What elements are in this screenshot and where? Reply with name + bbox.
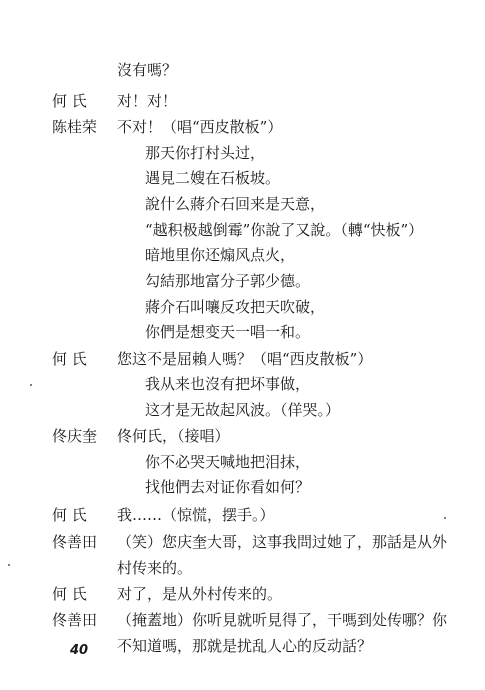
- script-line: [0, 582, 485, 606]
- script-line: [0, 398, 485, 422]
- line-text: （笑）您庆奎大哥，这事我問过她了，那話是从外: [117, 533, 448, 551]
- scan-speck: [8, 564, 10, 566]
- script-line: [0, 218, 485, 242]
- line-text: 对！对！: [117, 92, 178, 110]
- verse-text: 蔣介石叫嚷反攻把天吹破，: [145, 298, 326, 316]
- script-line: [0, 372, 485, 396]
- verse-text: 說什么蔣介石回来是天意，: [145, 195, 326, 213]
- speaker-name: 佟庆奎: [52, 427, 98, 445]
- script-line: [0, 295, 485, 319]
- script-line: [0, 475, 485, 499]
- script-line: [0, 89, 485, 113]
- verse-text: “越积极越倒霉”你說了又說。（轉“快板”）: [145, 221, 424, 239]
- script-line: [0, 269, 485, 293]
- speaker-name: 佟善田: [52, 533, 98, 551]
- verse-text: 那天你打村头过，: [145, 144, 266, 162]
- script-line: [0, 320, 485, 344]
- script-line: [0, 141, 485, 165]
- script-line: [0, 243, 485, 267]
- script-line: [0, 347, 485, 371]
- verse-text: 暗地里你还煽风点火，: [145, 246, 296, 264]
- verse-text: 你不必哭天喊地把泪抹，: [145, 453, 311, 471]
- script-line: [0, 192, 485, 216]
- speaker-name: 何 氏: [52, 92, 87, 110]
- line-text: 不对！（唱“西皮散板”）: [117, 118, 283, 136]
- scan-speck: [30, 384, 32, 386]
- line-text: （掩蓋地）你听見就听見得了，干嗎到处传哪？你: [117, 611, 448, 629]
- script-line: [0, 58, 485, 82]
- page-number: 40: [70, 643, 89, 658]
- speaker-name: 陈桂荣: [52, 118, 98, 136]
- script-line: [0, 166, 485, 190]
- speaker-name: 何 氏: [52, 585, 87, 603]
- line-text: 对了，是从外村传来的。: [117, 585, 283, 603]
- script-line: [0, 503, 485, 527]
- line-text: 佟何氏，（接唱）: [117, 427, 230, 445]
- script-line: [0, 115, 485, 139]
- verse-text: 勾結那地富分子郭少德。: [145, 272, 311, 290]
- speaker-name: 何 氏: [52, 350, 87, 368]
- verse-text: 这才是无故起风波。（佯哭。）: [145, 401, 341, 419]
- script-line: [0, 424, 485, 448]
- line-text: 我……（惊慌，摆手。）: [117, 506, 275, 524]
- speaker-name: 佟善田: [52, 611, 98, 629]
- verse-text: 我从来也沒有把坏事做，: [145, 375, 311, 393]
- script-line: [0, 450, 485, 474]
- script-line: [0, 556, 485, 580]
- verse-text: 你們是想变天一唱一和。: [145, 323, 311, 341]
- script-line: [0, 608, 485, 632]
- verse-text: 遇見二嫂在石板坡。: [145, 169, 281, 187]
- scan-speck: [444, 517, 446, 519]
- line-text: 沒有嗎？: [117, 61, 178, 79]
- line-text: 您这不是屈賴人嗎？（唱“西皮散板”）: [117, 350, 373, 368]
- speaker-name: 何 氏: [52, 506, 87, 524]
- line-text: 不知道嗎，那就是扰乱人心的反动話？: [117, 637, 373, 655]
- script-line: [0, 530, 485, 554]
- line-text: 村传来的。: [117, 559, 193, 577]
- verse-text: 找他們去对证你看如何？: [145, 478, 311, 496]
